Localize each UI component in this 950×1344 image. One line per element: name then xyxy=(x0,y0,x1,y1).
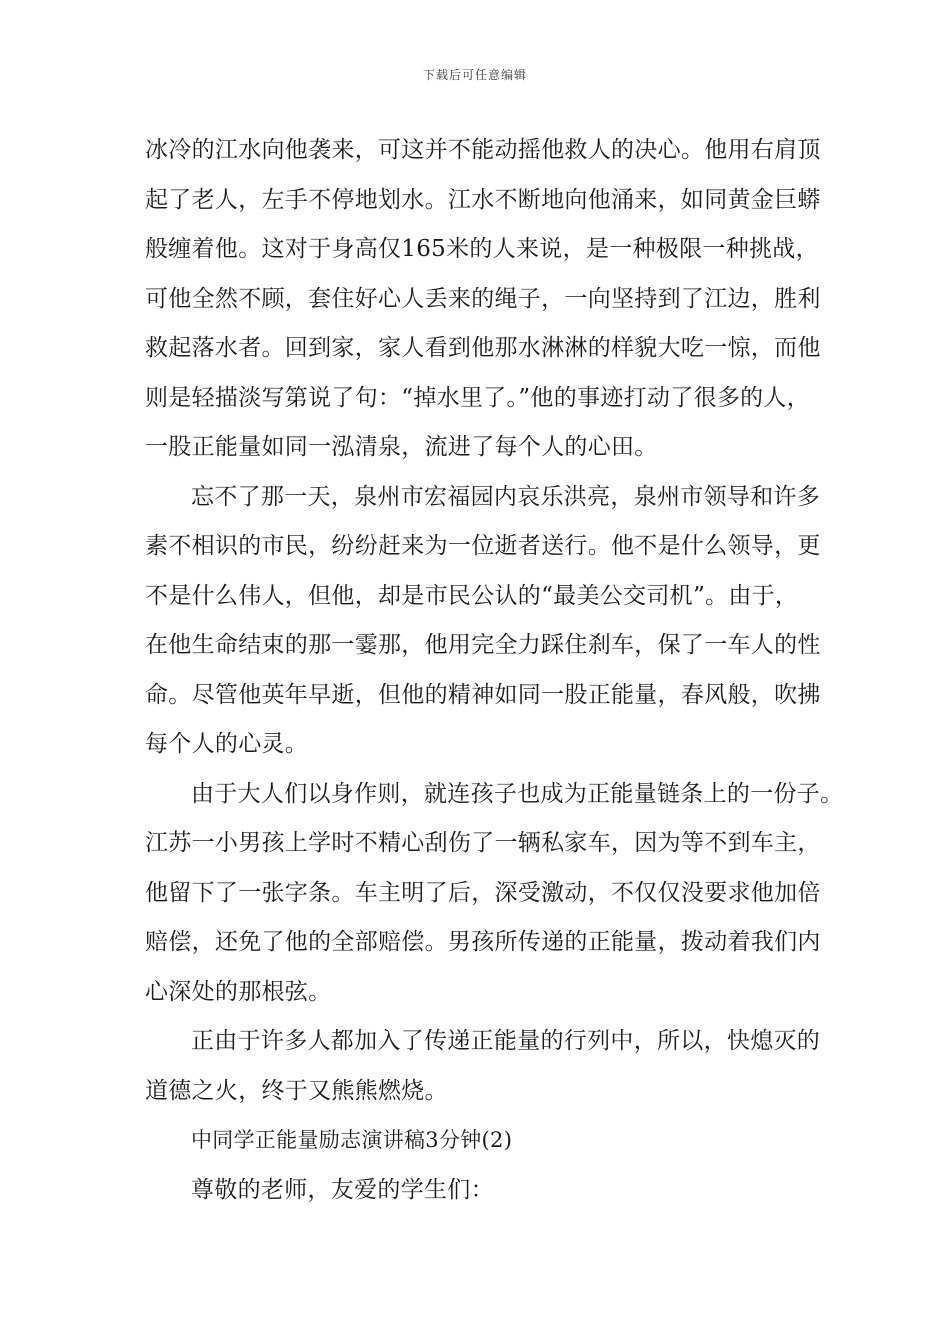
text-line: 在他生命结束的那一霎那，他用完全力踩住刹车，保了一车人的性 xyxy=(145,632,821,658)
paragraph-start-line: 正由于许多人都加入了传递正能量的行列中，所以，快熄灭的 xyxy=(191,1028,821,1054)
paragraph-start-line: 由于大人们以身作则，就连孩子也成为正能量链条上的一份子。 xyxy=(191,780,844,807)
text-line: 道德之火，终于又熊熊燃烧。 xyxy=(145,1077,448,1104)
section-title: 中同学正能量励志演讲稿3分钟(2) xyxy=(191,1128,513,1152)
text-line: 般缠着他。这对于身高仅165米的人来说，是一种极限一种挑战， xyxy=(145,236,819,262)
text-line: 命。尽管他英年早逝，但他的精神如同一股正能量，春风般，吹拂 xyxy=(145,681,821,708)
document-body xyxy=(145,126,844,1215)
text-line: 救起落水者。回到家，家人看到他那水淋淋的样貌大吃一惊，而他 xyxy=(145,335,821,361)
text-line: 则是轻描淡写第说了句：“掉水里了。”他的事迹打动了很多的人， xyxy=(145,384,811,411)
text-line: 可他全然不顾，套住好心人丢来的绳子，一向坚持到了江边，胜利 xyxy=(145,285,821,312)
salutation-line: 尊敬的老师，友爱的学生们： xyxy=(191,1176,494,1203)
text-line: 心深处的那根弦。 xyxy=(145,978,332,1005)
text-line: 不是什么伟人，但他，却是市民公认的“最美公交司机”。由于， xyxy=(145,582,799,609)
paragraph-start-line: 忘不了那一天，泉州市宏福园内哀乐洪亮，泉州市领导和许多 xyxy=(191,483,821,510)
text-line: 每个人的心灵。 xyxy=(145,731,309,757)
text-line: 赔偿，还免了他的全部赔偿。男孩所传递的正能量，拨动着我们内 xyxy=(145,929,821,955)
text-line: 素不相识的市民，纷纷赶来为一位逝者送行。他不是什么领导，更 xyxy=(145,533,821,559)
page-header: 下载后可任意编辑 xyxy=(422,68,527,82)
text-line: 冰冷的江水向他袭来，可这并不能动摇他救人的决心。他用右肩顶 xyxy=(145,137,821,163)
text-line: 他留下了一张字条。车主明了后，深受激动，不仅仅没要求他加倍 xyxy=(145,879,821,906)
text-line: 一股正能量如同一泓清泉，流进了每个人的心田。 xyxy=(145,434,658,460)
text-line: 起了老人，左手不停地划水。江水不断地向他涌来，如同黄金巨蟒 xyxy=(145,186,821,213)
text-line: 江苏一小男孩上学时不精心刮伤了一辆私家车，因为等不到车主， xyxy=(145,830,821,856)
